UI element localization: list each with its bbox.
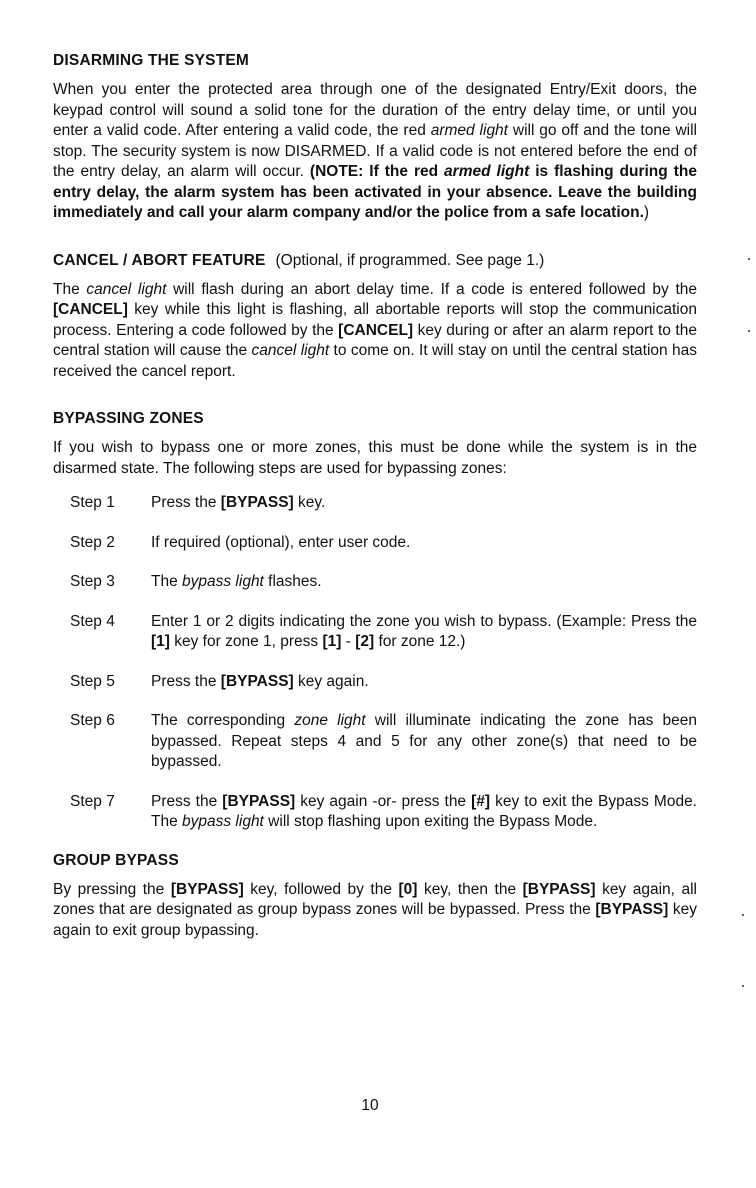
scan-speck <box>742 985 744 987</box>
paragraph-group-bypass: By pressing the [BYPASS] key, followed by the [0] key, then the [BYPASS] key again, all zones that are designated as group bypass zones will be bypassed. Press the [BYPASS] key again to exit group bypassing. <box>53 880 697 939</box>
scan-speck <box>748 330 750 332</box>
step-list <box>70 493 697 833</box>
list-item: Step 1 Press the [BYPASS] key. <box>70 494 326 511</box>
paragraph-bypassing-intro: If you wish to bypass one or more zones, this must be done while the system is in the disarmed state. The following steps are used for bypassing zones: <box>53 439 697 477</box>
scan-speck <box>748 258 750 260</box>
heading-bypassing: BYPASSING ZONES <box>53 410 204 427</box>
note-text: (NOTE: If the red armed light is flashing during the entry delay, the alarm system has been activated in your absence. Leave the building immediately and call your alarm company and/or the police from a safe location. <box>53 163 697 221</box>
list-item: Step 7 Press the [BYPASS] key again -or- press the [#] key to exit the Bypass Mode. The bypass light will stop flashing upon exiting the Bypass Mode. <box>70 792 697 830</box>
page-number: 10 <box>361 1097 379 1114</box>
heading-group-bypass: GROUP BYPASS <box>53 851 179 869</box>
list-item: Step 4 Enter 1 or 2 digits indicating the zone you wish to bypass. (Example: Press the [1] key for zone 1, press [1] - [2] for zone 12.) <box>70 612 697 650</box>
heading-disarming: DISARMING THE SYSTEM <box>53 52 250 69</box>
list-item: Step 5 Press the [BYPASS] key again. <box>70 672 369 690</box>
paragraph-cancel: The cancel light will flash during an abort delay time. If a code is entered followed by the [CANCEL] key while this light is flashing, all abortable reports will stop the communication process. Entering a code followed by the [CANCEL] key during or after an alarm report to the central station will cause the cancel light to come on. It will stay on until the central station has received the cancel report. <box>53 280 698 380</box>
cancel-optional-note: (Optional, if programmed. See page 1.) <box>275 251 545 269</box>
list-item: Step 2 If required (optional), enter user code. <box>70 533 411 551</box>
scan-speck <box>742 914 744 916</box>
heading-cancel: CANCEL / ABORT FEATURE <box>53 251 266 269</box>
section-disarming <box>53 52 697 224</box>
list-item: Step 6 The corresponding zone light will illuminate indicating the zone has been bypassed. Repeat steps 4 and 5 for any other zone(s) that need to be bypassed. <box>70 712 697 770</box>
section-cancel <box>53 252 697 383</box>
list-item: Step 3 The bypass light flashes. <box>70 573 322 590</box>
manual-page <box>53 52 697 969</box>
paragraph-disarming: When you enter the protected area through one of the designated Entry/Exit doors, the keypad control will sound a solid tone for the duration of the entry delay time, or until you enter a valid code. After entering a valid code, the red armed light will go off and the tone will stop. The security system is now DISARMED. If a valid code is not entered before the end of the entry delay, an alarm will occur. (NOTE: If the red armed light is flashing during the entry delay, the alarm system has been activated in your absence. Leave the building immediately and call your alarm company and/or the police from a safe location.) <box>53 81 698 221</box>
section-bypassing <box>53 410 697 833</box>
section-group-bypass <box>53 852 697 942</box>
